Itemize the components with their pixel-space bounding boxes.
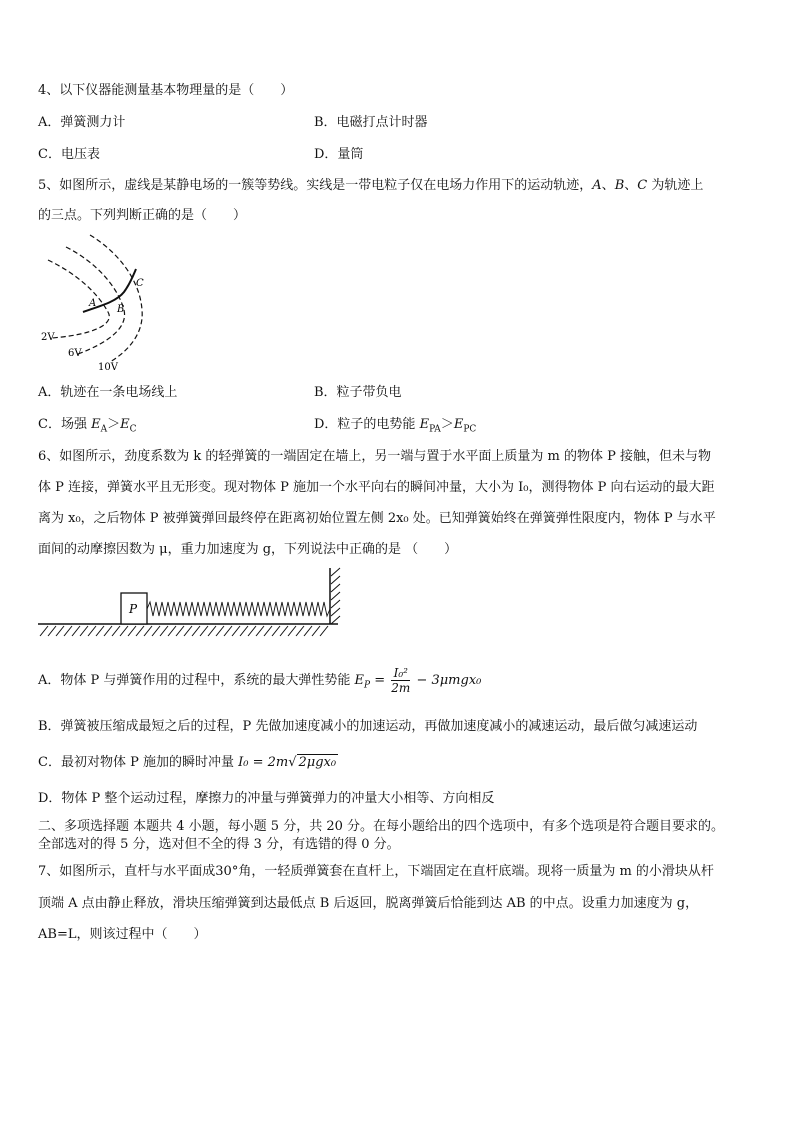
q5-option-d-gt: ＞ — [440, 417, 454, 432]
label-6v: 6V — [68, 348, 82, 359]
q5-option-d-sub1: PA — [429, 424, 441, 435]
q6-option-a-lhs: $E_P$ = — [354, 673, 386, 691]
q5-point-b: B — [614, 178, 625, 193]
q5-option-c-e2: E — [120, 417, 130, 432]
q6-option-d: D．物体 P 整个运动过程，摩擦力的冲量与弹簧弹力的冲量大小相等、方向相反 — [38, 791, 495, 806]
q5-option-d-prefix: D．粒子的电势能 — [314, 417, 420, 432]
label-2v: 2V — [41, 332, 55, 343]
q4-option-c: C．电压表 — [38, 147, 100, 162]
wall-hatch — [331, 568, 340, 624]
section2-line2: 全部选对的得 5 分，选对但不全的得 3 分，有选错的得 0 分。 — [38, 837, 400, 852]
q6-stem-line4: 面间的动摩擦因数为 μ，重力加速度为 g，下列说法中正确的是 （ ） — [38, 542, 458, 557]
q6-stem-line3: 离为 x₀，之后物体 P 被弹簧弹回最终停在距离初始位置左侧 2x₀ 处。已知弹簧始终在弹簧弹性限度内，物体 P 与水平 — [38, 511, 716, 526]
q6-option-c-radical: √ — [288, 755, 297, 770]
q5-point-a: A — [592, 178, 602, 193]
spring — [147, 602, 330, 616]
q5-option-c-sub2: C — [129, 424, 137, 435]
q6-option-a-denominator: 2m — [391, 681, 411, 695]
q5-option-c-gt: ＞ — [107, 417, 121, 432]
q6-option-a-text: A．物体 P 与弹簧作用的过程中，系统的最大弹性势能 — [38, 673, 351, 688]
q6-stem-line1: 6、如图所示，劲度系数为 k 的轻弹簧的一端固定在墙上，另一端与置于水平面上质量为 m 的物体 P 接触，但未与物 — [38, 449, 712, 464]
q5-option-d — [314, 416, 476, 439]
q5-option-c-prefix: C．场强 — [38, 417, 92, 432]
q6-option-c-sqrt: 2μgx₀ — [298, 755, 337, 770]
q5-option-c-sub1: A — [100, 424, 108, 435]
q6-option-a-numerator: I₀² — [391, 666, 410, 681]
q6-option-a-tail: − 3μmgx₀ — [416, 673, 482, 688]
q6-option-a-fraction — [391, 666, 410, 695]
q5-stem-line1-tail: 为轨迹上 — [651, 178, 704, 193]
q6-spring-figure — [38, 566, 344, 640]
q6-stem-line2: 体 P 连接，弹簧水平且无形变。现对物体 P 施加一个水平向右的瞬间冲量，大小为 I₀，测得物体 P 向右运动的最大距 — [38, 480, 715, 495]
label-point-c: C — [136, 278, 144, 289]
q6-option-a — [38, 666, 481, 700]
q5-stem-line2: 的三点。下列判断正确的是（ ） — [38, 208, 247, 223]
q4-stem: 4、以下仪器能测量基本物理量的是（ ） — [38, 83, 294, 98]
q5-option-c-e1: E — [91, 417, 101, 432]
q6-option-a-ep: E — [354, 673, 365, 688]
q6-option-c-text: C．最初对物体 P 施加的瞬时冲量 — [38, 755, 234, 770]
q5-option-a: A．轨迹在一条电场线上 — [38, 385, 178, 400]
q6-option-c — [38, 754, 338, 772]
q4-option-d: D．量筒 — [314, 147, 364, 162]
q5-stem-line1-text: 5、如图所示，虚线是某静电场的一簇等势线。实线是一带电粒子仅在电场力作用下的运动轨迹， — [38, 178, 593, 193]
q5-option-b: B．粒子带负电 — [314, 385, 402, 400]
label-point-b: B — [117, 304, 125, 315]
label-point-a: A — [89, 298, 97, 309]
q5-option-d-e2: E — [453, 417, 464, 432]
q4-option-b: B．电磁打点计时器 — [314, 115, 428, 130]
q6-option-c-formula: I₀ = 2m — [238, 755, 289, 770]
section2-line1: 二、多项选择题 本题共 4 小题，每小题 5 分，共 20 分。在每小题给出的四个选项中，有多个选项是符合题目要求的。 — [38, 819, 725, 834]
q7-stem-line1: 7、如图所示，直杆与水平面成30°角，一轻质弹簧套在直杆上，下端固定在直杆底端。现将一质量为 m 的小滑块从杆 — [38, 864, 714, 879]
q6-option-b: B．弹簧被压缩成最短之后的过程，P 先做加速度减小的加速运动，再做加速度减小的减速运动，最后做匀减速运动 — [38, 719, 698, 734]
block-p-label: P — [129, 602, 138, 616]
q5-option-d-sub2: PC — [463, 424, 477, 435]
q5-point-c: C — [637, 178, 648, 193]
ground-hatch — [40, 626, 328, 636]
q7-stem-line3: AB=L，则该过程中（ ） — [38, 927, 207, 942]
q5-option-d-e1: E — [419, 417, 430, 432]
q7-stem-line2: 顶端 A 点由静止释放，滑块压缩弹簧到达最低点 B 后返回，脱离弹簧后恰能到达 AB 的中点。设重力加速度为 g， — [38, 896, 699, 911]
q6-option-a-ep-sub: P — [364, 680, 371, 691]
q5-equipotential-figure — [38, 232, 168, 372]
q5-stem-line1: 5、如图所示，虚线是某静电场的一簇等势线。实线是一带电粒子仅在电场力作用下的运动轨迹，A、B、C 为轨迹上 — [38, 178, 704, 193]
q5-option-c — [38, 416, 137, 439]
q4-option-a: A．弹簧测力计 — [38, 115, 126, 130]
label-10v: 10V — [98, 362, 118, 372]
